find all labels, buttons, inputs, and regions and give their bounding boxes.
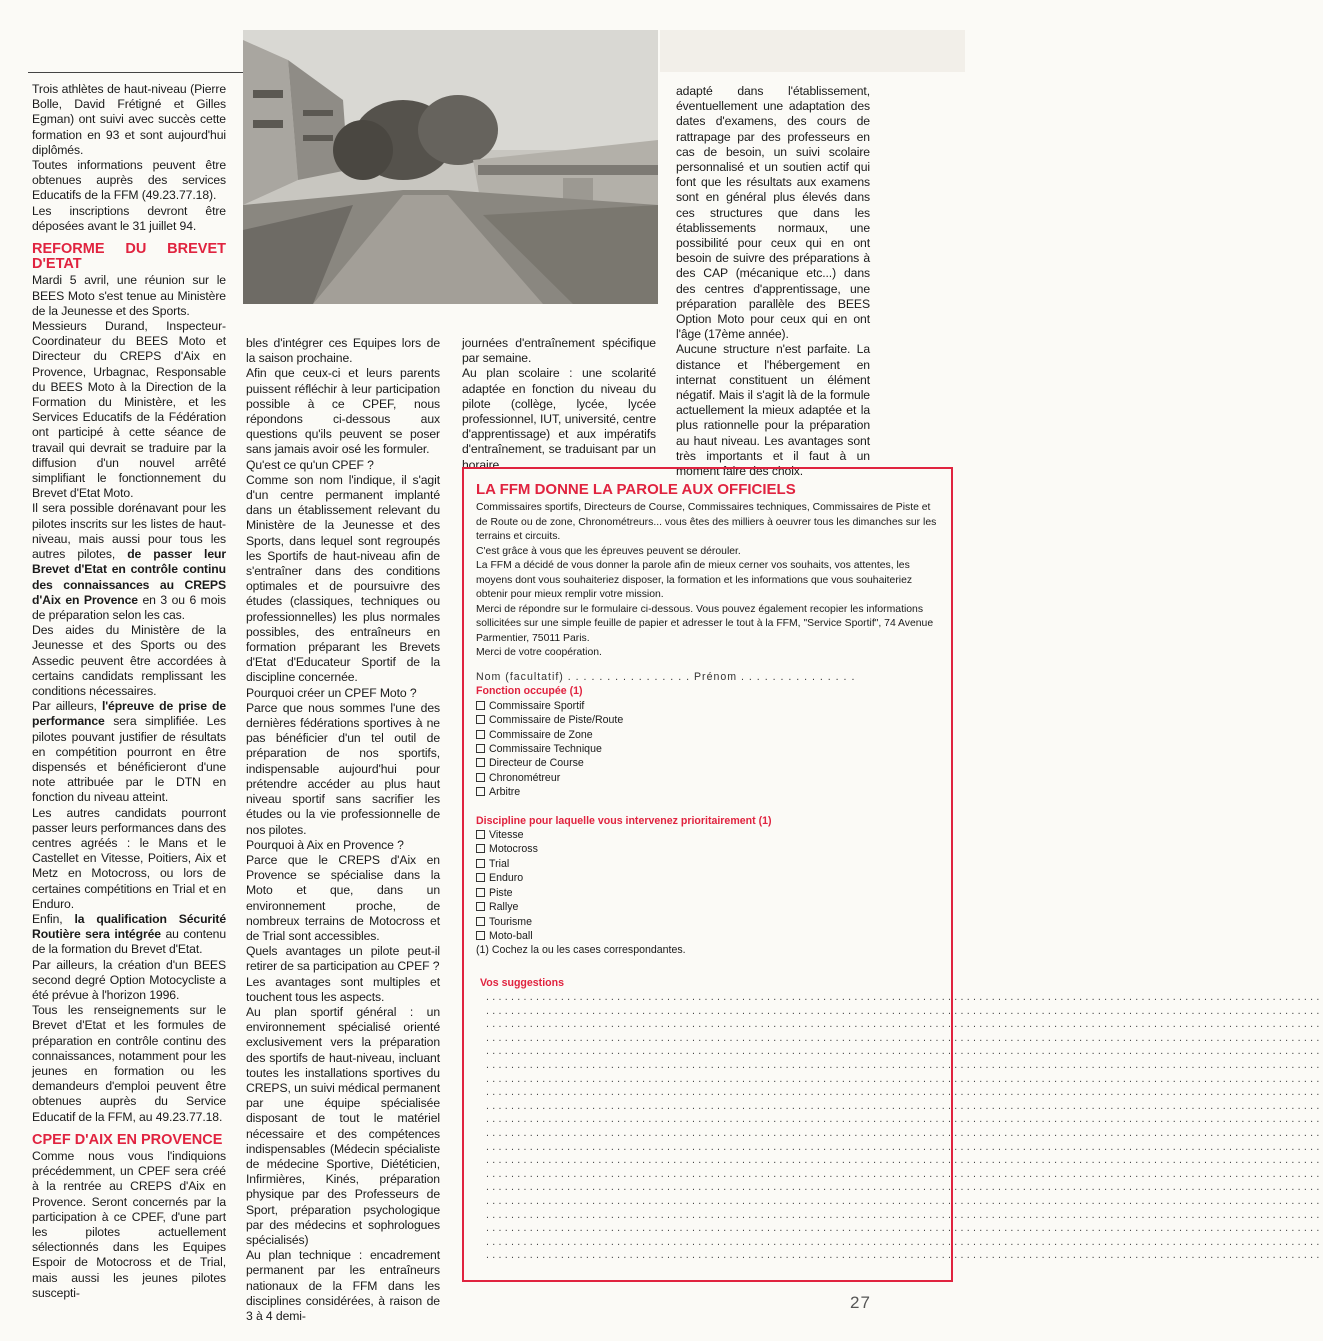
discipline-option[interactable] [476, 900, 942, 914]
function-option[interactable] [476, 785, 942, 799]
spacer [476, 800, 942, 814]
function-option[interactable] [476, 699, 942, 713]
suggestion-line[interactable]: ...................................................................................................................................... [486, 1194, 1323, 1207]
checkbox[interactable] [476, 787, 485, 796]
checkbox[interactable] [476, 888, 485, 897]
column-4 [676, 84, 870, 479]
question: Pourquoi à Aix en Provence ? [246, 837, 404, 852]
function-option[interactable] [476, 756, 942, 770]
suggestion-line[interactable]: ...................................................................................................................................... [486, 1126, 1323, 1139]
paragraph: bles d'intégrer ces Equipes lors de la saison prochaine. [246, 336, 440, 366]
suggestion-line[interactable]: ...................................................................................................................................... [486, 1167, 1323, 1180]
question: Quels avantages un pilote peut-il retirer de sa participation au CPEF ? [246, 944, 440, 974]
name-field[interactable]: . . . . . . . . . . . . . . . . [567, 671, 691, 683]
paragraph: Afin que ceux-ci et leurs parents puissent réfléchir à leur participation possible à ce CPEF, nous répondons ci-dessous aux questions qu'ils peuvent se poser sans jamais avoir osé les formuler. [246, 366, 440, 457]
top-rule [28, 72, 244, 73]
function-option-label: Chronométreur [489, 771, 561, 784]
suggestion-line[interactable]: ...................................................................................................................................... [486, 1154, 1323, 1167]
discipline-option-label: Trial [489, 857, 510, 870]
suggestion-line[interactable]: ...................................................................................................................................... [486, 1004, 1323, 1017]
paragraph: Au plan scolaire : une scolarité adaptée en fonction du niveau du pilote (collège, lycée, lycée professionnel, IUT, université, centre d'apprentissage) et aux impératifs d'entraînement, se traduisant par un horaire [462, 366, 656, 472]
checkbox[interactable] [476, 844, 485, 853]
suggestion-line[interactable]: ...................................................................................................................................... [486, 1072, 1323, 1085]
checkbox[interactable] [476, 859, 485, 868]
text: Enfin, [32, 911, 63, 926]
paragraph: Les autres candidats pourront passer leurs performances dans des centres agréés : le Mans et le Castellet en Vitesse, Poitiers, Aix et Metz en Motocross, ou lors de certaines compétitions en Trial et en Enduro. [32, 805, 226, 911]
name-row [476, 670, 942, 684]
box-title: LA FFM DONNE LA PAROLE AUX OFFICIELS [476, 481, 796, 498]
suggestion-line[interactable]: ...................................................................................................................................... [486, 1113, 1323, 1126]
discipline-option[interactable] [476, 828, 942, 842]
function-option[interactable] [476, 728, 942, 742]
checkbox[interactable] [476, 758, 485, 767]
discipline-option-label: Motocross [489, 843, 538, 856]
text: en 3 ou 6 mois de préparation selon les cas. [32, 592, 226, 622]
checkbox[interactable] [476, 917, 485, 926]
box-intro [476, 501, 942, 661]
paragraph: Des aides du Ministère de la Jeunesse et des Sports ou des Assedic peuvent être accordées à certains candidats remplissant les conditions nécessaires. [32, 623, 226, 698]
survey-form [476, 670, 942, 958]
discipline-option[interactable] [476, 857, 942, 871]
function-option[interactable] [476, 771, 942, 785]
paragraph: Parce que nous sommes l'une des dernières fédérations sportives à ne pas bénéficier d'un tel outil de préparation de nos sportifs, indispensable aujourd'hui pour prétendre accéder au plus haut niveau sportif sans sacrifier les études ou la vie professionnelle de nos pilotes. [246, 700, 440, 837]
section-heading-cpef: CPEF D'AIX EN PROVENCE [32, 1131, 223, 1148]
discipline-option[interactable] [476, 929, 942, 943]
paragraph: Les inscriptions devront être déposées avant le 31 juillet 94. [32, 203, 226, 233]
discipline-option[interactable] [476, 871, 942, 885]
paragraph: Toutes informations peuvent être obtenues auprès des services Educatifs de la FFM (49.23.77.18). [32, 158, 226, 203]
function-option[interactable] [476, 713, 942, 727]
checkbox[interactable] [476, 773, 485, 782]
checkbox[interactable] [476, 730, 485, 739]
suggestion-line[interactable]: ...................................................................................................................................... [486, 1222, 1323, 1235]
page-number: 27 [850, 1293, 871, 1312]
paragraph: Mardi 5 avril, une réunion sur le BEES Moto s'est tenue au Ministère de la Jeunesse et des Sports. [32, 273, 226, 318]
paragraph: Aucune structure n'est parfaite. La distance et l'hébergement en internat constituent un élément négatif. Mais il s'agit là de la formule actuellement la mieux adaptée et la plus rationnelle pour la préparation au haut niveau. Les avantages sont très importants et il faut à un moment faire des choix. [676, 342, 870, 479]
checkbox[interactable] [476, 830, 485, 839]
firstname-field[interactable]: . . . . . . . . . . . . . . . [741, 671, 856, 683]
suggestion-line[interactable]: ...................................................................................................................................... [486, 1045, 1323, 1058]
paragraph [32, 699, 226, 805]
paragraph: Comme son nom l'indique, il s'agit d'un centre permanent implanté dans un établissement relevant du Ministère de la Jeunesse et des Sports, dans lequel sont regroupés les Sportifs de haut-niveau afin de s'entraîner dans des conditions optimales et de poursuivre des études (classiques, techniques ou professionnelles) les plus normales possibles, des entraîneurs en formation préparant les Brevets d'Etat d'Educateur Sportif de la discipline concernée. [246, 472, 440, 685]
discipline-option-label: Enduro [489, 872, 524, 885]
officials-survey-box [462, 467, 1323, 1282]
question: Qu'est ce qu'un CPEF ? [246, 457, 374, 472]
function-option-label: Commissaire de Piste/Route [489, 714, 624, 727]
checkbox[interactable] [476, 873, 485, 882]
function-option[interactable] [476, 742, 942, 756]
question: Pourquoi créer un CPEF Moto ? [246, 685, 417, 700]
suggestion-line[interactable]: ...................................................................................................................................... [486, 1235, 1323, 1248]
checkbox[interactable] [476, 715, 485, 724]
intro-paragraph: Commissaires sportifs, Directeurs de Course, Commissaires techniques, Commissaires de Piste et de Route ou de zone, Chronométreurs... vous êtes des milliers à oeuvrer tous les dimanches sur les terrains et circuits. [476, 502, 937, 542]
suggestion-line[interactable]: ...................................................................................................................................... [486, 1140, 1323, 1153]
discipline-option[interactable] [476, 886, 942, 900]
bold-text: la qualification Sécurité Routière sera intégrée [32, 911, 226, 942]
paragraph [32, 912, 226, 958]
paragraph: Au plan sportif général : un environnement spécialisé orienté exclusivement vers la préparation des sportifs de haut-niveau, incluant toutes les installations sportives du CREPS, un suivi médical permanent par une équipe spécialisée disposant de tout le matériel nécessaire et des compétences indispensables (Médecin spécialiste de médecine Sportive, Diététicien, Infirmières, Kinés, préparation physique par des Professeurs de Sport, préparation psychologique par des médecins et sophrologues spécialisés) [246, 1004, 440, 1247]
paragraph: Parce que le CREPS d'Aix en Provence se spécialise dans la Moto et que, dans un environnement proche, de nombreux terrains de Motocross et de Trial sont accessibles. [246, 852, 440, 943]
footnote: (1) Cochez la ou les cases correspondantes. [476, 944, 686, 957]
name-label: Nom (facultatif) [476, 671, 564, 683]
suggestion-line[interactable]: ...................................................................................................................................... [486, 1086, 1323, 1099]
discipline-option-label: Vitesse [489, 829, 524, 842]
suggestions-label: Vos suggestions [480, 977, 564, 989]
paragraph: Trois athlètes de haut-niveau (Pierre Bolle, David Frétigné et Gilles Egman) ont suivi avec succès cette formation en 93 et sont aujourd'hui diplômés. [32, 82, 226, 157]
text: Par ailleurs, [32, 699, 97, 714]
suggestion-line[interactable]: ...................................................................................................................................... [486, 1031, 1323, 1044]
discipline-option-label: Moto-ball [489, 929, 533, 942]
text: sera simplifiée. Les pilotes pouvant justifier de résultats en compétition pourront en être dispensés et bénéficieront d'une note attribuée par le DTN en fonction du niveau atteint. [32, 714, 226, 805]
firstname-label: Prénom [693, 671, 738, 683]
checkbox[interactable] [476, 902, 485, 911]
paragraph: adapté dans l'établissement, éventuellement une adaptation des dates d'examens, des cours de rattrapage par des professeurs en cas de besoin, un suivi scolaire personnalisé et un soutien actif qui font que les résultats aux examens sont en général plus élevés dans ces structures que dans les établissements normaux, une possibilité pour ceux qui en ont besoin de suivre des préparations à des CAP (mécanique etc...) dans des centres d'apprentissage, une préparation parallèle des BEES Option Moto pour ceux qui en ont l'âge (17ème année). [676, 84, 870, 342]
suggestion-line[interactable]: ...................................................................................................................................... [486, 1018, 1323, 1031]
intro-paragraph: La FFM a décidé de vous donner la parole afin de mieux cerner vos souhaits, vos attentes, les moyens dont vous souhaiteriez disposer, la formation et les informations que vous souhaiteriez obtenir pour mieux remplir votre mission. [476, 560, 913, 600]
discipline-options [476, 828, 942, 943]
checkbox[interactable] [476, 931, 485, 940]
bold-text: de passer leur Brevet d'Etat en contrôle continu des connaissances au CREPS d'Aix en Provence [32, 547, 226, 607]
function-option-label: Commissaire Sportif [489, 699, 585, 712]
discipline-option[interactable] [476, 915, 942, 929]
paragraph: Comme nous vous l'indiquions précédemment, un CPEF sera créé à la rentrée au CREPS d'Aix en Provence. Seront concernés par la participation à ce CPEF, d'une part les pilotes actuellement sélectionnés dans les Equipes Espoir de Motocross et de Trial, mais aussi les jeunes pilotes suscepti- [32, 1149, 226, 1300]
intro-paragraph: Merci de votre coopération. [476, 647, 602, 658]
function-option-label: Commissaire de Zone [489, 728, 593, 741]
paragraph: journées d'entraînement spécifique par semaine. [462, 336, 656, 366]
intro-paragraph: Merci de répondre sur le formulaire ci-dessous. Vous pouvez également recopier les informations sollicitées sur une simple feuille de papier et adresser le tout à la FFM, "Service Sportif", 74 Avenue Parmentier, 75011 Paris. [476, 603, 934, 644]
function-option-label: Arbitre [489, 786, 521, 799]
checkbox[interactable] [476, 701, 485, 710]
paragraph: Par ailleurs, la création d'un BEES second degré Option Motocycliste a été prévue à l'horizon 1996. [32, 957, 226, 1002]
paragraph: Tous les renseignements sur le Brevet d'Etat et les formules de préparation en contrôle continu des connaissances, notamment pour les jeunes en formation ou les demandeurs d'emploi peuvent être obtenues auprès du Service Educatif de la FFM, au 49.23.77.18. [32, 1003, 226, 1124]
discipline-option-label: Tourisme [489, 915, 532, 928]
column-2 [246, 336, 440, 1324]
paragraph [32, 501, 226, 623]
suggestion-line[interactable]: ...................................................................................................................................... [486, 1208, 1323, 1221]
column-3 [462, 336, 656, 473]
section-heading-reforme: REFORME DU BREVET D'ETAT [32, 241, 226, 273]
column-1 [32, 82, 226, 1301]
function-option-label: Commissaire Technique [489, 743, 602, 756]
discipline-option[interactable] [476, 842, 942, 856]
intro-paragraph: C'est grâce à vous que les épreuves peuvent se dérouler. [476, 545, 741, 557]
discipline-option-label: Piste [489, 886, 513, 899]
paragraph: Les avantages sont multiples et touchent tous les aspects. [246, 974, 440, 1004]
text: Il sera possible dorénavant pour les pilotes inscrits sur les listes de haut-niveau, mais aussi pour tous les autres pilotes, [32, 501, 226, 562]
photo-image [243, 30, 658, 304]
suggestion-line[interactable]: ...................................................................................................................................... [486, 1099, 1323, 1112]
function-option-label: Directeur de Course [489, 757, 584, 770]
checkbox[interactable] [476, 744, 485, 753]
function-options [476, 699, 942, 800]
suggestion-line[interactable]: ...................................................................................................................................... [486, 1181, 1323, 1194]
paragraph: Au plan technique : encadrement permanent par les entraîneurs nationaux de la FFM dans les disciplines considérées, à raison de 3 à 4 demi- [246, 1248, 440, 1323]
suggestion-line[interactable]: ...................................................................................................................................... [486, 1058, 1323, 1071]
function-label: Fonction occupée (1) [476, 685, 583, 698]
header-band [660, 30, 965, 72]
suggestions-lines [486, 991, 1323, 1263]
discipline-label: Discipline pour laquelle vous intervenez prioritairement (1) [476, 814, 772, 827]
suggestion-line[interactable]: ...................................................................................................................................... [486, 991, 1323, 1003]
text: au contenu de la formation du Brevet d'Etat. [32, 927, 226, 957]
paragraph: Messieurs Durand, Inspecteur-Coordinateur du BEES Moto et Directeur du CREPS d'Aix en Provence, Urbagnac, Responsable du BEES Moto à la Direction de la Formation du Ministère, et les Services Educatifs de la Fédération ont participé à cette séance de travail qui devrait se traduire par la diffusion d'un nouvel arrêté simplifiant le fonctionnement du Brevet d'Etat Moto. [32, 319, 226, 501]
building-photo [243, 30, 658, 304]
suggestion-line[interactable]: ...................................................................................................................................... [486, 1249, 1323, 1262]
bold-text: l'épreuve de prise de performance [32, 699, 226, 729]
discipline-option-label: Rallye [489, 901, 519, 914]
